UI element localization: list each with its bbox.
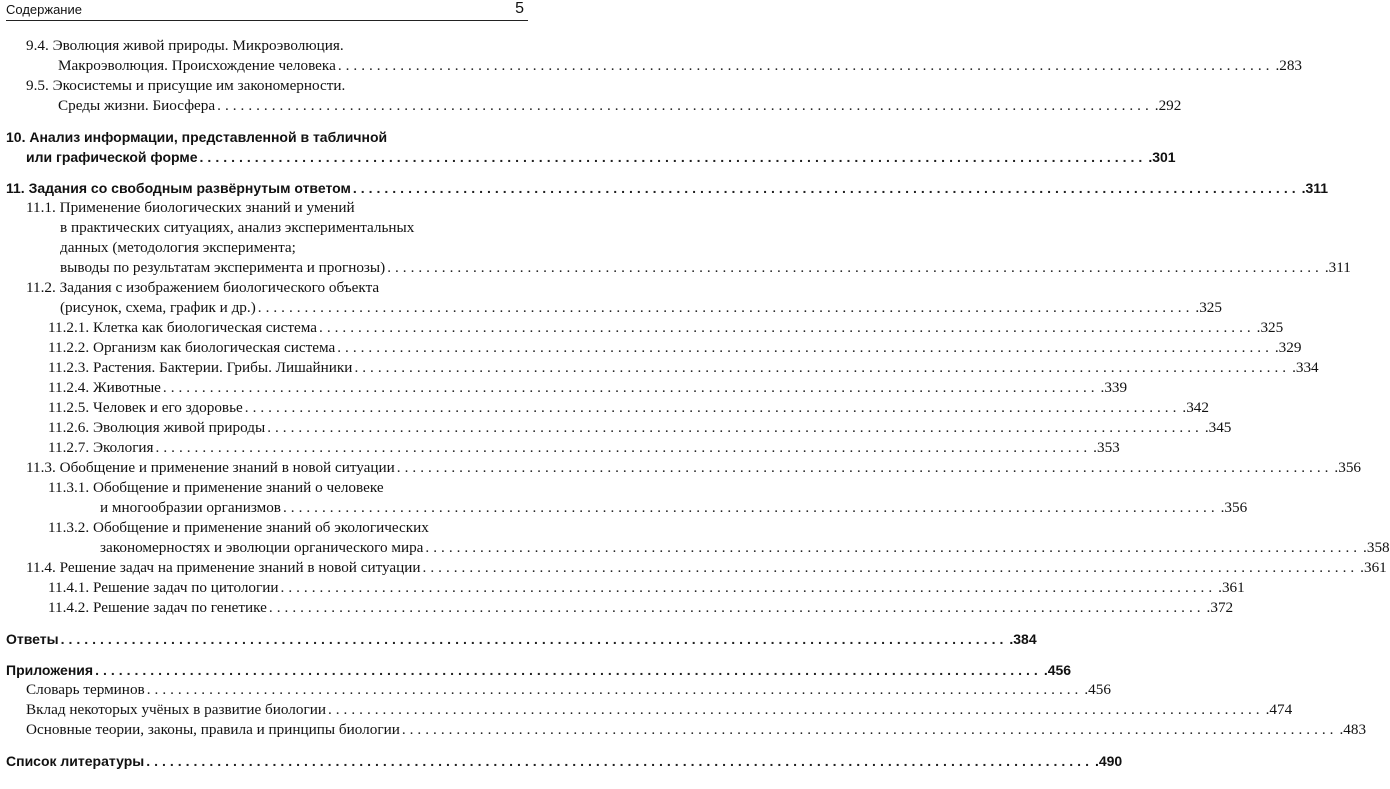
toc-entry-title: 11.4. Решение задач на применение знаний в новой ситуации bbox=[26, 559, 421, 576]
toc-entry[interactable] bbox=[0, 36, 534, 56]
toc-page-number: .356 bbox=[1334, 459, 1361, 476]
toc-entry-title: 11.2.6. Эволюция живой природы bbox=[48, 419, 266, 436]
toc-entry[interactable] bbox=[0, 278, 534, 298]
toc-entry[interactable] bbox=[0, 629, 1037, 649]
toc-entry[interactable] bbox=[0, 518, 534, 538]
toc-page-number: .372 bbox=[1206, 599, 1234, 616]
dot-leader: ........................................................................................................................ bbox=[95, 662, 1042, 678]
toc-entry-title: закономерностях и эволюции органического мира bbox=[100, 539, 424, 556]
toc-entry-title: 11.3.2. Обобщение и применение знаний об экологических bbox=[48, 519, 429, 536]
toc-entry-title: 11.4.2. Решение задач по генетике bbox=[48, 599, 267, 616]
toc-page-number: .329 bbox=[1274, 339, 1302, 356]
toc-entry[interactable] bbox=[0, 438, 1120, 458]
toc-page-number: .339 bbox=[1100, 379, 1128, 396]
toc-page-number: .361 bbox=[1218, 579, 1245, 596]
toc-entry-title: и многообразии организмов bbox=[100, 499, 281, 516]
toc-entry[interactable] bbox=[0, 147, 1176, 167]
toc-page-number: .356 bbox=[1220, 499, 1248, 516]
dot-leader: ........................................................................................................................ bbox=[337, 339, 1273, 356]
toc-entry-title: 11. Задания со свободным развёрнутым ответом bbox=[6, 180, 351, 196]
toc-gap bbox=[0, 649, 534, 660]
toc-entry-title: Список литературы bbox=[6, 753, 145, 769]
toc-entry[interactable] bbox=[0, 127, 534, 147]
toc-entry[interactable] bbox=[0, 96, 1182, 116]
toc-page-number: .456 bbox=[1084, 681, 1111, 698]
toc-entry[interactable] bbox=[0, 458, 1361, 478]
toc-entry[interactable] bbox=[0, 598, 1234, 618]
dot-leader: ........................................................................................................................ bbox=[319, 319, 1255, 336]
toc-entry-title: 11.2. Задания с изображением биологического объекта bbox=[26, 279, 380, 296]
dot-leader: ........................................................................................................................ bbox=[422, 559, 1359, 576]
toc-page-number: .483 bbox=[1339, 721, 1367, 738]
toc-page-number: .283 bbox=[1275, 57, 1303, 74]
dot-leader: ........................................................................................................................ bbox=[396, 459, 1333, 476]
toc-entry-title: 11.2.5. Человек и его здоровье bbox=[48, 399, 243, 416]
toc-page-number: .325 bbox=[1256, 319, 1284, 336]
toc-entry-title: 9.4. Эволюция живой природы. Микроэволюция. bbox=[26, 37, 344, 54]
toc-entry[interactable] bbox=[0, 700, 1293, 720]
toc-entry-title: 11.2.2. Организм как биологическая система bbox=[48, 339, 336, 356]
dot-leader: ........................................................................................................................ bbox=[267, 419, 1203, 436]
toc-entry-title: или графической форме bbox=[26, 149, 198, 165]
toc-entry[interactable] bbox=[0, 558, 1387, 578]
toc-gap bbox=[0, 167, 534, 178]
page-number: 5 bbox=[515, 0, 524, 17]
toc-entry-title: 11.2.7. Экология bbox=[48, 439, 154, 456]
toc-entry-title: (рисунок, схема, график и др.) bbox=[60, 299, 256, 316]
toc-entry[interactable] bbox=[0, 56, 1303, 76]
toc-entry-title: Словарь терминов bbox=[26, 681, 145, 698]
toc-entry-title: 9.5. Экосистемы и присущие им закономерности. bbox=[26, 77, 346, 94]
toc-entry-title: Вклад некоторых учёных в развитие биологии bbox=[26, 701, 326, 718]
toc-entry[interactable] bbox=[0, 76, 534, 96]
dot-leader: ........................................................................................................................ bbox=[425, 539, 1362, 556]
dot-leader: ........................................................................................................................ bbox=[146, 681, 1083, 698]
toc-entry-title: Ответы bbox=[6, 631, 59, 647]
dot-leader: ........................................................................................................................ bbox=[268, 599, 1205, 616]
toc-page-number: .490 bbox=[1094, 753, 1123, 769]
toc-page-number: .334 bbox=[1292, 359, 1319, 376]
dot-leader: ........................................................................................................................ bbox=[60, 631, 1008, 647]
toc-entry[interactable] bbox=[0, 398, 1209, 418]
dot-leader: ........................................................................................................................ bbox=[352, 180, 1300, 196]
dot-leader: ........................................................................................................................ bbox=[155, 439, 1092, 456]
toc-entry-title: 10. Анализ информации, представленной в табличной bbox=[6, 129, 388, 145]
toc-entry[interactable] bbox=[0, 258, 1351, 278]
toc-page-number: .456 bbox=[1043, 662, 1072, 678]
toc-entry[interactable] bbox=[0, 378, 1128, 398]
toc-entry[interactable] bbox=[0, 238, 534, 258]
toc-entry[interactable] bbox=[0, 218, 534, 238]
dot-leader: ........................................................................................................................ bbox=[354, 359, 1291, 376]
toc-page-number: .345 bbox=[1204, 419, 1232, 436]
dot-leader: ........................................................................................................................ bbox=[401, 721, 1338, 738]
toc-gap bbox=[0, 116, 534, 127]
page-header bbox=[6, 0, 528, 21]
toc-page-number: .474 bbox=[1265, 701, 1293, 718]
toc-entry[interactable] bbox=[0, 660, 1072, 680]
toc-entry[interactable] bbox=[0, 338, 1302, 358]
dot-leader: ........................................................................................................................ bbox=[146, 753, 1093, 769]
toc-entry-title: выводы по результатам эксперимента и прогнозы) bbox=[60, 259, 386, 276]
toc-entry-title: 11.3.1. Обобщение и применение знаний о человеке bbox=[48, 479, 384, 496]
toc-entry[interactable] bbox=[0, 578, 1245, 598]
dot-leader: ........................................................................................................................ bbox=[257, 299, 1194, 316]
running-head: Содержание bbox=[6, 2, 82, 17]
toc-entry[interactable] bbox=[0, 498, 1248, 518]
toc-entry-title: Основные теории, законы, правила и принципы биологии bbox=[26, 721, 400, 738]
toc-entry-title: 11.2.1. Клетка как биологическая система bbox=[48, 319, 318, 336]
toc-gap bbox=[0, 740, 534, 751]
toc-entry[interactable] bbox=[0, 720, 1367, 740]
toc-entry[interactable] bbox=[0, 538, 1390, 558]
dot-leader: ........................................................................................................................ bbox=[282, 499, 1219, 516]
toc-page-number: .358 bbox=[1363, 539, 1390, 556]
dot-leader: ........................................................................................................................ bbox=[337, 57, 1274, 74]
toc-entry-title: 11.3. Обобщение и применение знаний в новой ситуации bbox=[26, 459, 395, 476]
dot-leader: ........................................................................................................................ bbox=[387, 259, 1323, 276]
toc-entry[interactable] bbox=[0, 358, 1319, 378]
dot-leader: ........................................................................................................................ bbox=[199, 149, 1147, 165]
toc-entry-title: 11.2.3. Растения. Бактерии. Грибы. Лишайники bbox=[48, 359, 353, 376]
toc-page-number: .301 bbox=[1148, 149, 1176, 165]
toc-page-number: .311 bbox=[1324, 259, 1351, 276]
toc-entry-title: 11.4.1. Решение задач по цитологии bbox=[48, 579, 279, 596]
toc-entry[interactable] bbox=[0, 418, 1232, 438]
dot-leader: ........................................................................................................................ bbox=[244, 399, 1181, 416]
dot-leader: ........................................................................................................................ bbox=[162, 379, 1099, 396]
toc-entry[interactable] bbox=[0, 198, 534, 218]
toc-page-number: .361 bbox=[1360, 559, 1387, 576]
table-of-contents bbox=[0, 36, 1390, 771]
toc-page-number: .353 bbox=[1093, 439, 1120, 456]
dot-leader: ........................................................................................................................ bbox=[327, 701, 1264, 718]
toc-entry-title: Среды жизни. Биосфера bbox=[58, 97, 216, 114]
toc-entry-title: Приложения bbox=[6, 662, 94, 678]
toc-entry[interactable] bbox=[0, 680, 1111, 700]
toc-page-number: .311 bbox=[1301, 180, 1329, 196]
toc-entry[interactable] bbox=[0, 751, 1123, 771]
toc-page-number: .325 bbox=[1195, 299, 1222, 316]
toc-entry-title: Макроэволюция. Происхождение человека bbox=[58, 57, 336, 74]
toc-page-number: .292 bbox=[1154, 97, 1182, 114]
toc-entry[interactable] bbox=[0, 178, 1329, 198]
toc-entry-title: 11.2.4. Животные bbox=[48, 379, 161, 396]
toc-entry[interactable] bbox=[0, 298, 1222, 318]
dot-leader: ........................................................................................................................ bbox=[217, 97, 1153, 114]
toc-entry-title: 11.1. Применение биологических знаний и умений bbox=[26, 199, 355, 216]
dot-leader: ........................................................................................................................ bbox=[280, 579, 1217, 596]
toc-entry[interactable] bbox=[0, 478, 534, 498]
toc-gap bbox=[0, 618, 534, 629]
toc-entry-title: в практических ситуациях, анализ экспериментальных bbox=[60, 219, 415, 236]
toc-entry[interactable] bbox=[0, 318, 1284, 338]
toc-page-number: .342 bbox=[1182, 399, 1209, 416]
toc-entry-title: данных (методология эксперимента; bbox=[60, 239, 296, 256]
toc-page-number: .384 bbox=[1009, 631, 1037, 647]
